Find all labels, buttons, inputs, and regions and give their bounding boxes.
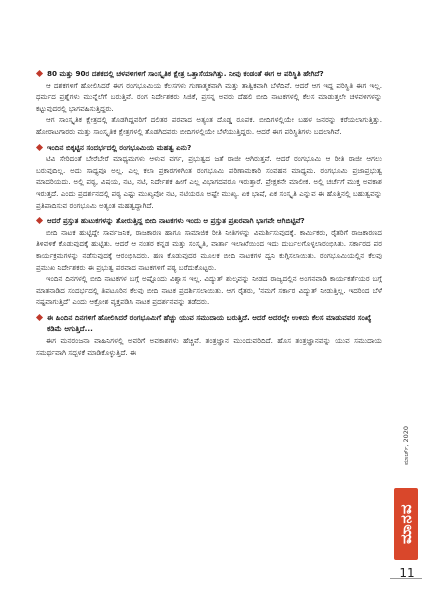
page-number: 11 bbox=[399, 566, 415, 580]
diamond-bullet-icon bbox=[36, 314, 43, 321]
diamond-bullet-icon bbox=[36, 144, 43, 151]
question-3: ಆದರೆ ಪ್ರಸ್ತುತ ಹುಟುಕಗಳನ್ನು ತೋರುತ್ತಿದ್ದ ಬೀದಿ ನಾಟಕಗಳು ಇಂದು ಆ ಪ್ರಸ್ತುತ ಪ್ರಖರವಾಗಿ ಭಾಗವೇ ಆಗಿಬಿಟ್ಟಿವೆ? bbox=[36, 215, 382, 227]
question-4: ಈ ಹಿಂದಿನ ದಿನಗಳಿಗೆ ಹೋಲಿಸಿದರೆ ರಂಗಭೂಮಿಗೆ ಹೆಚ್ಚು ಯುವ ಸಮುದಾಯ ಬರುತ್ತಿದೆ. ಆದರೆ ಅದರಲ್ಲೇ ಉಳಿದು ಕೆಲಸ ಮಾಡುವವರ ಸಂಖ್ಯೆ ಕಡಿಮೆ ಆಗುತ್ತಿದೆ... bbox=[36, 312, 382, 335]
answer-2-para-1: ಟಿವಿ ಸೇರಿದಂತೆ ಬೇರೆಬೇರೆ ಮಾಧ್ಯಮಗಳು ಆಳುವ ವರ್ಗ, ಪ್ರಭುತ್ವದ ಜತೆ ರಾಜೀ ಆಗಿರುತ್ತವೆ. ಆದರೆ ರಂಗಭೂಮಿ ಆ ರೀತಿ ರಾಜೀ ಆಗಲು ಬರುವುದಿಲ್ಲ. ಅದು ಸಾಧ್ಯವೂ ಅಲ್ಲ. ಎಲ್ಲ ಕಲಾ ಪ್ರಕಾರಗಳಿಗಿಂತ ರಂಗಭೂಮಿ ಪರಿಣಾಮಕಾರಿ ಸಂವಹನ ಮಾಧ್ಯಮ. ರಂಗಭೂಮಿ ಪ್ರಜಾಪ್ರಭುತ್ವ ಮಾದರಿಯದು. ಅಲ್ಲಿ ಪಠ್ಯ, ವಿಷಯ, ನಟ, ನಟಿ, ನಿರ್ದೇಶಕ ಹೀಗೆ ಎಲ್ಲ ವಿಭಾಗದವರೂ ಇರುತ್ತಾರೆ. ಪ್ರೇಕ್ಷಕನೇ ಮಾಲೀಕ. ಅಲ್ಲಿ ಚರ್ಚೆಗೆ ಮುಕ್ತ ಅವಕಾಶ ಇರುತ್ತದೆ. ಎಂದು ಪ್ರದರ್ಶನದಲ್ಲಿ ಪಠ್ಯ ಎಷ್ಟು ಮುಖ್ಯವೋ ನಟ, ನಟಿಯರೂ ಅಷ್ಟೇ ಮುಖ್ಯ. ಏಕ ಭಾಷೆ, ಏಕ ಸಂಸ್ಕೃತಿ ಎನ್ನುವ ಈ ಹೊತ್ತಿನಲ್ಲಿ ಬಹುತ್ವವನ್ನು ಪ್ರತಿಪಾದಿಸುವ ರಂಗಭೂಮಿ ಅತ್ಯಂತ ಮಹತ್ವದ್ದಾಗಿದೆ. bbox=[36, 154, 382, 210]
question-2: ಇಂದಿನ ಬಿಕ್ಕಟ್ಟಿನ ಸಂದರ್ಭದಲ್ಲಿ ರಂಗಭೂಮಿಯ ಮಹತ್ವ ಏನು? bbox=[36, 142, 382, 154]
issue-date: ಮಾರ್ಚ್, 2020 bbox=[402, 425, 410, 465]
answer-1-para-1: ಆ ದಶಕಗಳಿಗೆ ಹೋಲಿಸಿದರೆ ಈಗ ರಂಗಭೂಮಿಯ ಕೆಲಸಗಳು ಗುಣಾತ್ಮಕವಾಗಿ ಮತ್ತು ತಾತ್ವಿಕವಾಗಿ ಬೆಳೆದಿವೆ. ಆದರೆ ಆಗ ಇದ್ದ ಪರಿಸ್ಥಿತಿ ಈಗ ಇಲ್ಲ. ಧರ್ಮದ ಪ್ರಶ್ನೆಗಳು ಮುನ್ನೆಲೆಗೆ ಬರುತ್ತಿವೆ. ರಂಗ ನಿರ್ದೇಶಕರು ಸಿಜಿಕೆ, ಪ್ರಸನ್ನ ಅವರು ದೆಹಲಿ ಬೀದಿ ನಾಟಕಗಳಲ್ಲಿ ಕೆಲಸ ಮಾಡುತ್ತಲೇ ಚಳವಳಿಗಳನ್ನು ಕಟ್ಟುವುದರಲ್ಲಿ ಭಾಗವಹಿಸುತ್ತಿದ್ದರು. bbox=[36, 80, 382, 113]
diamond-bullet-icon bbox=[36, 70, 43, 77]
answer-4-para-1: ಈಗ ಮನರಂಜನಾ ವಾಹಿನಿಗಳಲ್ಲಿ ಅವರಿಗೆ ಅವಕಾಶಗಳು ಹೆಚ್ಚಿವೆ. ತಂತ್ರಜ್ಞಾನ ಮುಂದುವರಿದಿದೆ. ಹೊಸ ತಂತ್ರಜ್ಞಾನವನ್ನು ಯುವ ಸಮುದಾಯ ಸಮರ್ಥವಾಗಿ ಸದ್ಬಳಕೆ ಮಾಡಿಕೊಳ್ಳುತ್ತಿದೆ. ಈ bbox=[36, 336, 382, 357]
answer-3-para-1: ಬೀದಿ ನಾಟಕ ಹುಟ್ಟಿದ್ದೇ ಸಾರ್ವಜನಿಕ, ರಾಜಕಾರಣ ಹಾಗೂ ಸಾಮಾಜಿಕ ರೀತಿ ನೀತಿಗಳನ್ನು ವಿಮರ್ಶಿಸುವುದಕ್ಕೆ. ಕಾರ್ಮಿಕರು, ರೈತರಿಗೆ ರಾಜಕಾರಣದ ತಿಳಿವಳಿಕೆ ಕೊಡುವುದಕ್ಕೆ ಹುಟ್ಟಿತು. ಆದರೆ ಆ ನಂತರ ಕನ್ನಡ ಮತ್ತು ಸಂಸ್ಕೃತಿ, ವಾರ್ತಾ ಇಲಾಖೆಯಿಂದ ಇದು ದುರ್ಬಲಗೊಳ್ಳಲಾರಂಭಿಸಿತು. ಸರ್ಕಾರದ ಪರ ಕಾರ್ಯಕ್ರಮಗಳನ್ನು ನಡೆಸುವುದಕ್ಕೆ ಆರಂಭಿಸಿದರು. ಹಣ ಕೊಡುವುದರ ಮೂಲಕ ಬೀದಿ ನಾಟಕಗಳ ದ್ವನಿ ಕುಗ್ಗಿಸಲಾಯಿತು. ರಂಗಭೂಮಿಯಲ್ಲಿನ ಕೆಲವು ಪ್ರಮುಖ ನಿರ್ದೇಶಕರು ಈ ಪ್ರಭುತ್ವ ಪರವಾದ ನಾಟಕಗಳಿಗೆ ಪಠ್ಯ ಬರೆದುಕೊಟ್ಟರು. bbox=[36, 227, 382, 272]
answer-3-para-2: ಇಂದಿನ ದಿನಗಳಲ್ಲಿ ಬೀದಿ ನಾಟಕಗಳ ಬಗ್ಗೆ ಅಷ್ಟೊಂದು ವಿಶ್ವಾಸ ಇಲ್ಲ. ವಿದ್ಯುತ್ ಶುಲ್ಕವನ್ನು ನೀಡದ ರಾಜ್ಯದಲ್ಲಿನ ಅಂಗನವಾಡಿ ಕಾರ್ಯಕರ್ತೆಯರ ಬಗ್ಗೆ ಮಾತನಾಡಿದ ಸಂದರ್ಭದಲ್ಲಿ ತಿಪಟೂರಿನ ಕೆಲವು ಬೀದಿ ನಾಟಕ ಪ್ರದರ್ಶಿಸಲಾಯಿತು. ಆಗ ರೈತರು, 'ನಮಗೆ ಸರ್ಕಾರ ವಿದ್ಯುತ್ ನೀಡುತ್ತಿಲ್ಲ. ಇದರಿಂದ ಬೆಳೆ ನಷ್ಟವಾಗುತ್ತಿದೆ' ಎಂದು ಆಕ್ರೋಶ ವ್ಯಕ್ತಪಡಿಸಿ ನಾಟಕ ಪ್ರದರ್ಶನವನ್ನು ತಡೆದರು. bbox=[36, 274, 382, 307]
diamond-bullet-icon bbox=[36, 217, 43, 224]
magazine-logo: ಮಾನವ bbox=[394, 488, 418, 560]
answer-1-para-2: ಆಗ ಸಾಂಸ್ಕೃತಿಕ ಕ್ಷೇತ್ರದಲ್ಲಿ ತೊಡಗಿದ್ದವರಿಗೆ ದಲಿತರ ಪರವಾದ ಅತ್ಯಂತ ದೊಡ್ಡ ರೂಪಕ. ಬೀದಿಗಳಲ್ಲಿಯೇ ಬಹಳ ಜನರನ್ನು ಕರೆಯಲಾಗುತ್ತಿತ್ತು. ಹೋರಾಟಗಾರರು ಮತ್ತು ಸಾಂಸ್ಕೃತಿಕ ಕ್ಷೇತ್ರಗಳಲ್ಲಿ ತೊಡಗಿದವರು ಬೀದಿಗಳಲ್ಲಿಯೇ ಬೆಳೆಯುತ್ತಿದ್ದರು. ಆದರೆ ಈಗ ಪರಿಸ್ಥಿತಿಗಳು ಬದಲಾಗಿವೆ. bbox=[36, 115, 382, 136]
question-1: 80 ಮತ್ತು 90ರ ದಶಕದಲ್ಲಿ ಚಳವಳಿಗಳಿಗೆ ಸಾಂಸ್ಕೃತಿಕ ಕ್ಷೇತ್ರ ಒತ್ತಾಸೆಯಾಗಿತ್ತು. ನೀವು ಕಂಡಂತೆ ಈಗ ಆ ಪರಿಸ್ಥಿತಿ ಹೇಗಿದೆ? bbox=[36, 68, 382, 80]
interview-body bbox=[36, 64, 382, 358]
